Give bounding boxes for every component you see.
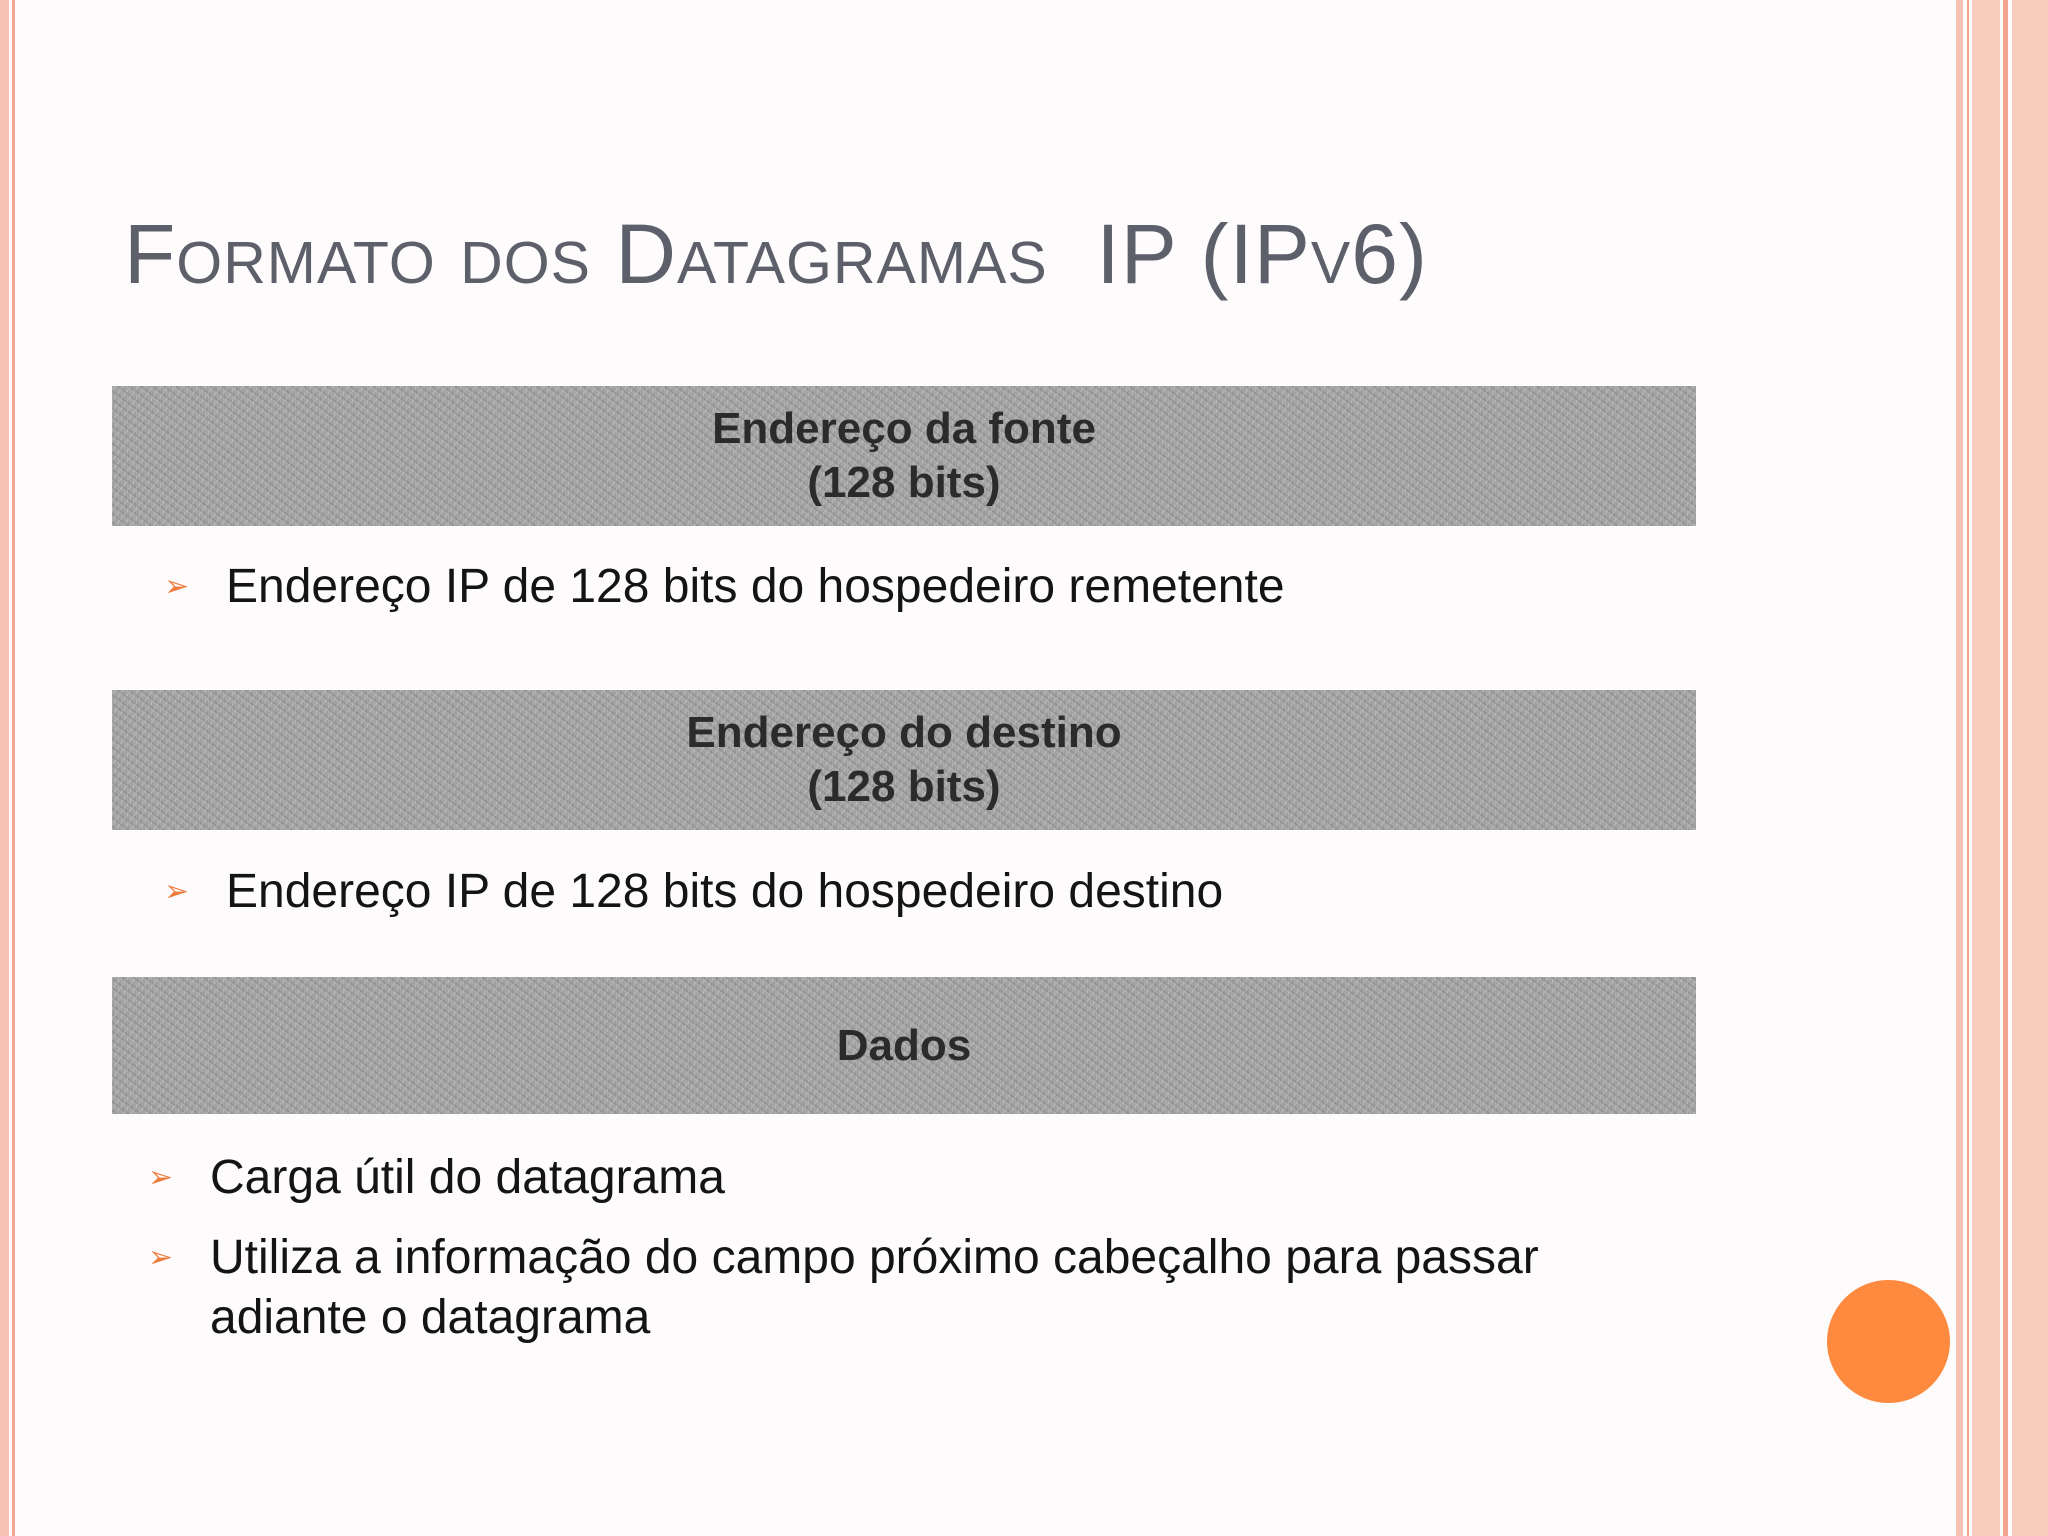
field-label: Dados: [836, 1020, 972, 1070]
bullet-item: [164, 862, 1223, 922]
field-source-address: [112, 386, 1696, 526]
left-border-stripe: [0, 0, 9, 1536]
field-size: (128 bits): [807, 458, 1001, 507]
right-border-stripe-2: [1972, 0, 2000, 1536]
field-data: [112, 977, 1696, 1114]
field-label: Endereço do destino: [686, 708, 1122, 757]
arrow-bullet-icon: ➢: [164, 875, 190, 908]
decorative-circle-icon: [1827, 1280, 1950, 1403]
right-border-stripe-1: [1956, 0, 1963, 1536]
arrow-bullet-icon: ➢: [148, 1241, 174, 1274]
bullet-item: [164, 557, 1285, 617]
arrow-bullet-icon: ➢: [164, 570, 190, 603]
bullet-text: Carga útil do datagrama: [210, 1151, 725, 1204]
right-border-stripe-3: [2012, 0, 2048, 1536]
arrow-bullet-icon: ➢: [148, 1161, 174, 1194]
right-border-line-2: [2003, 0, 2008, 1536]
slide-title: Formato dos Datagramas IP (IPv6): [124, 207, 1428, 301]
bullet-text: Utiliza a informação do campo próximo cabeçalho para passar adiante o datagrama: [210, 1231, 1539, 1344]
bullet-item: [148, 1148, 725, 1208]
field-size: (128 bits): [807, 762, 1001, 811]
field-label: Endereço da fonte: [712, 404, 1096, 453]
field-destination-address: [112, 690, 1696, 830]
left-border-line: [12, 0, 15, 1536]
bullet-text: Endereço IP de 128 bits do hospedeiro remetente: [226, 560, 1285, 613]
right-border-line-1: [1967, 0, 1969, 1536]
bullet-item: [148, 1228, 1539, 1348]
bullet-text: Endereço IP de 128 bits do hospedeiro destino: [226, 865, 1224, 918]
